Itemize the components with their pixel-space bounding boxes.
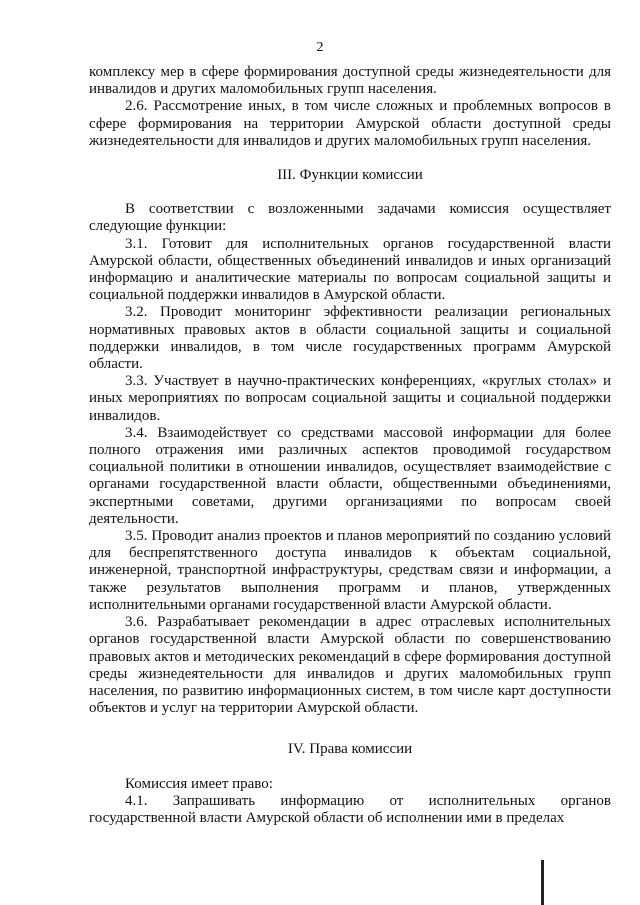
paragraph-rights-intro: Комиссия имеет право: (125, 775, 273, 792)
paragraph-continuation: комплексу мер в сфере формирования доступной среды жизнедеятельности для инвалидов и других маломобильных групп населения. (89, 64, 611, 98)
paragraph-3-1: 3.1. Готовит для исполнительных органов государственной власти Амурской области, общественных объединений инвалидов и иных организаций информацию и аналитические материалы по вопросам социальной защиты и социальной поддержки инвалидов в Амурской области. (89, 235, 611, 304)
binding-mark (541, 860, 544, 905)
section-3-heading: III. Функции комиссии (277, 167, 423, 184)
section-4-heading: IV. Права комиссии (287, 741, 413, 758)
paragraph-3-2: 3.2. Проводит мониторинг эффективности реализации региональных нормативных правовых актов в области социальной защиты и социальной поддержки инвалидов, в том числе государственных программ Амурской области. (89, 304, 611, 373)
paragraph-3-6: 3.6. Разрабатывает рекомендации в адрес отраслевых исполнительных органов государственной власти Амурской области по совершенствованию правовых актов и методических рекомендаций в сфере формирования доступной среды жизнедеятельности для инвалидов и других маломобильных групп населения, по развитию информационных систем, в том числе карт доступности объектов и услуг на территории Амурской области. (89, 614, 611, 717)
paragraph-2-6: 2.6. Рассмотрение иных, в том числе сложных и проблемных вопросов в сфере формирования на территории Амурской области доступной среды жизнедеятельности для инвалидов и других маломобильных групп населения. (89, 98, 611, 149)
paragraph-3-4: 3.4. Взаимодействует со средствами массовой информации для более полного отражения ими различных аспектов проводимой государством социальной политики в отношении инвалидов, осуществляет взаимодействие с органами государственной власти области, общественными объединениями, экспертными советами, другими организациями по вопросам своей деятельности. (89, 424, 611, 527)
paragraph-functions-intro: В соответствии с возложенными задачами комиссия осуществляет следующие функции: (89, 201, 611, 235)
paragraph-3-5: 3.5. Проводит анализ проектов и планов мероприятий по созданию условий для беспрепятственного доступа инвалидов к объектам социальной, инженерной, транспортной инфраструктуры, средствам связи и информации, а также результатов выполнения программ и планов, утвержденных исполнительными органами государственной власти Амурской области. (89, 528, 611, 613)
document-body (89, 64, 611, 827)
page-number: 2 (316, 40, 324, 55)
paragraph-4-1: 4.1. Запрашивать информацию от исполнительных органов государственной власти Амурской области об исполнении ими в пределах (89, 792, 611, 826)
paragraph-3-3: 3.3. Участвует в научно-практических конференциях, «круглых столах» и иных мероприятиях по вопросам социальной защиты и социальной поддержки инвалидов. (89, 373, 611, 424)
